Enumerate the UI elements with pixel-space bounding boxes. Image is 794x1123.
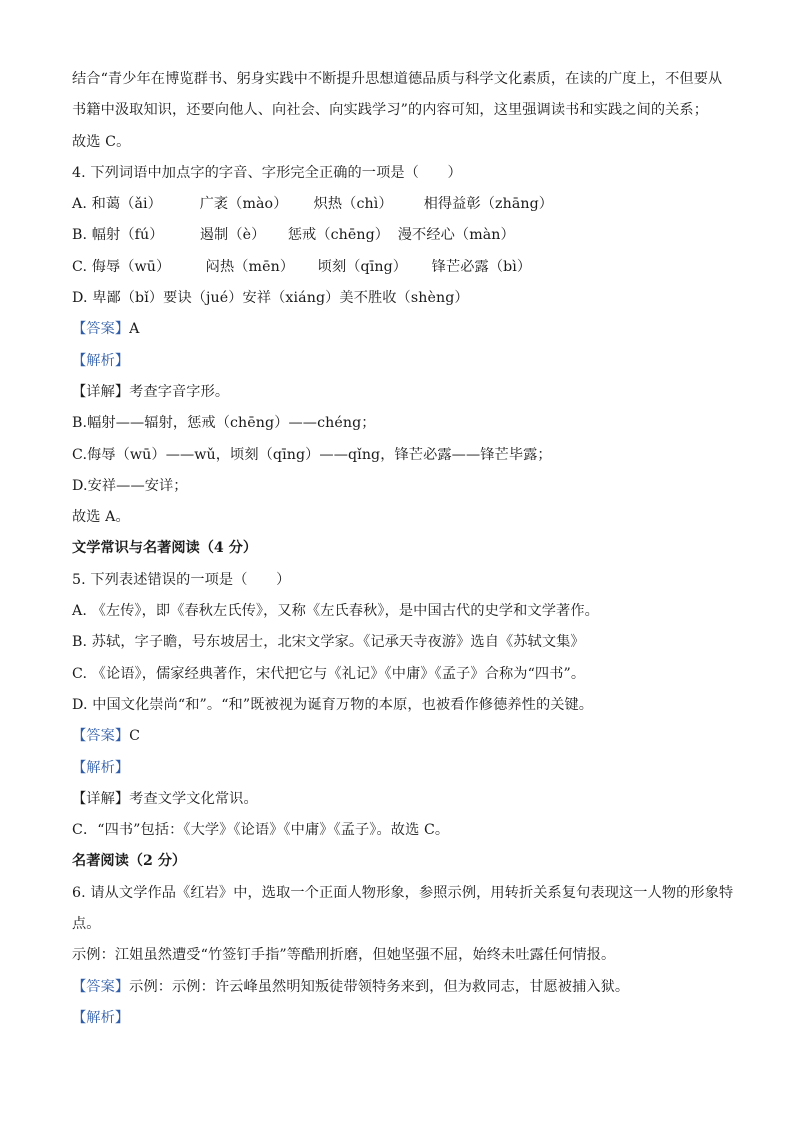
- text-line: 书籍中汲取知识，还要向他人、向社会、向实践学习”的内容可知，这里强调读书和实践之间的关系；: [72, 102, 709, 119]
- question-5-option-d: D. 中国文化崇尚“和”。“和”既被视为诞育万物的本原，也被看作修德养性的关键。: [72, 696, 594, 713]
- section-heading: 名著阅读（2 分）: [72, 853, 187, 870]
- option-label: C.: [72, 258, 92, 275]
- option-item: 惩戒（chēng）: [287, 227, 390, 244]
- question-5-option-b: B. 苏轼，字子瞻，号东坡居士，北宋文学家。《记承天寺夜游》选自《苏轼文集》: [72, 634, 585, 651]
- answer-value: C: [129, 728, 141, 745]
- option-item: 侮辱（wū）: [91, 258, 171, 275]
- question-6-stem-cont: 点。: [72, 916, 101, 933]
- text-line: 故选 C。: [72, 133, 131, 150]
- question-4-option-d: D. 卑鄙（bǐ）要诀（jué）安祥（xiáng）美不胜收（shèng）: [72, 290, 469, 307]
- analysis-line: [72, 753, 722, 784]
- explanation-line: C．“四书”包括：《大学》《论语》《中庸》《孟子》。故选 C。: [72, 822, 450, 839]
- option-label: A.: [72, 196, 92, 213]
- option-label: B.: [72, 227, 92, 244]
- option-item: 闷热（mēn）: [205, 258, 295, 275]
- question-4-option-a: [72, 189, 722, 220]
- answer-line: [72, 314, 722, 345]
- conclusion-line: 故选 A。: [72, 509, 130, 526]
- question-5-option-a: A. 《左传》，即《春秋左氏传》，又称《左氏春秋》，是中国古代的史学和文学著作。: [72, 603, 599, 620]
- option-item: 漫不经心（màn）: [397, 227, 515, 244]
- option-item: 广袤（mào）: [199, 196, 288, 213]
- answer-line: [72, 972, 722, 1003]
- answer-tag: 【答案】: [72, 978, 130, 995]
- answer-value: 示例：示例：许云峰虽然明知叛徒带领特务来到，但为救同志，甘愿被捕入狱。: [129, 978, 630, 995]
- detail-tag: 【详解】: [72, 383, 130, 400]
- answer-tag: 【答案】: [72, 321, 130, 338]
- option-item: 锋芒必露（bì）: [431, 258, 532, 275]
- answer-line: [72, 721, 722, 752]
- detail-tag: 【详解】: [72, 790, 130, 807]
- explanation-line: B.幅射——辐射，惩戒（chēng）——chéng；: [72, 415, 376, 432]
- analysis-tag: 【解析】: [72, 759, 130, 776]
- option-item: 遏制（è）: [199, 227, 266, 244]
- analysis-tag: 【解析】: [72, 1009, 130, 1026]
- option-item: 相得益彰（zhāng）: [423, 196, 554, 213]
- section-heading: 文学常识与名著阅读（4 分）: [72, 540, 258, 557]
- answer-value: A: [129, 321, 140, 338]
- question-6-stem: 6. 请从文学作品《红岩》中，选取一个正面人物形象，参照示例，用转折关系复句表现这一人物的形象特: [72, 884, 734, 901]
- analysis-line: [72, 346, 722, 377]
- answer-tag: 【答案】: [72, 728, 130, 745]
- example-line: 示例：江姐虽然遭受“竹签钉手指”等酷刑折磨，但她坚强不屈，始终未吐露任何情报。: [72, 947, 616, 964]
- option-item: 幅射（fú）: [91, 227, 164, 244]
- analysis-tag: 【解析】: [72, 352, 130, 369]
- detail-text: 考查字音字形。: [129, 383, 230, 400]
- question-4-option-b: [72, 220, 722, 251]
- option-item: 顷刻（qīng）: [317, 258, 408, 275]
- detail-text: 考查文学文化常识。: [129, 790, 258, 807]
- detail-line: [72, 377, 722, 408]
- option-item: 和蔼（ǎi）: [91, 196, 162, 213]
- analysis-line: [72, 1003, 722, 1034]
- question-5-option-c: C. 《论语》，儒家经典著作，宋代把它与《礼记》《中庸》《孟子》合称为“四书”。: [72, 665, 586, 682]
- text-line: 结合“青少年在博览群书、躬身实践中不断提升思想道德品质与科学文化素质，在读的广度上，不但要从: [72, 71, 723, 87]
- explanation-line: C.侮辱（wū）——wǔ，顷刻（qīng）——qǐng，锋芒必露——锋芒毕露；: [72, 446, 552, 463]
- explanation-line: D.安祥——安详；: [72, 477, 188, 494]
- question-5-stem: 5. 下列表述错误的一项是（ ）: [72, 571, 291, 588]
- option-item: 炽热（chì）: [313, 196, 393, 213]
- question-4-option-c: [72, 252, 722, 283]
- question-4-stem: 4. 下列词语中加点字的字音、字形完全正确的一项是（ ）: [72, 164, 462, 181]
- document-page: [72, 64, 734, 1034]
- detail-line: [72, 784, 722, 815]
